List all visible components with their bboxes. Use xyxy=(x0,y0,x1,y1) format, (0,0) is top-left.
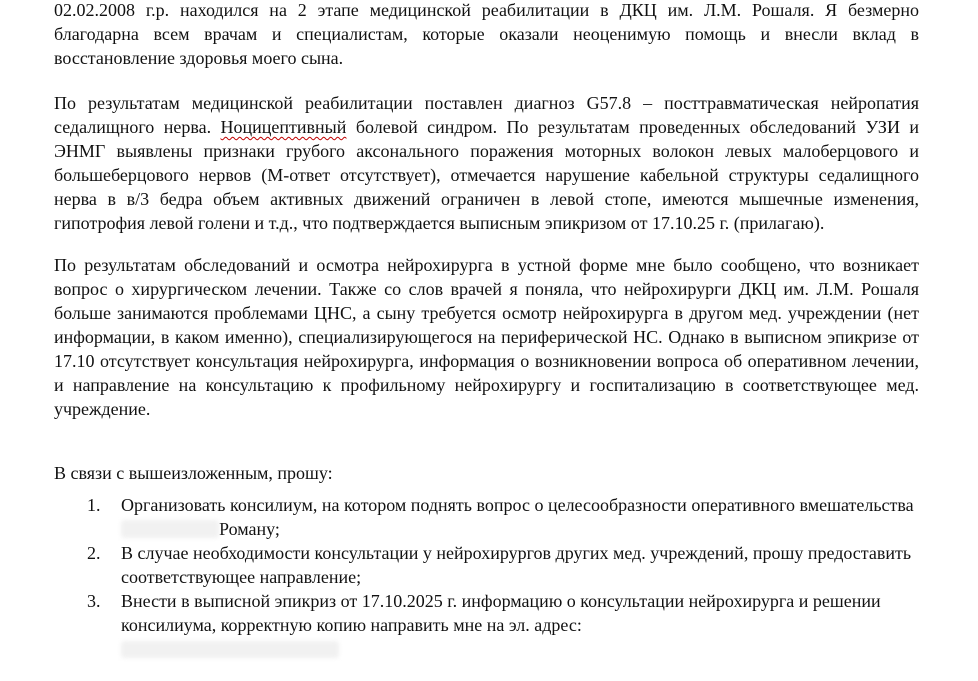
request-text: Организовать консилиум, на котором поднять вопрос о целесообразности оперативного вмешательства xyxy=(121,495,914,515)
list-number: 1. xyxy=(87,495,101,515)
misspelled-word: Ноцицептивный xyxy=(220,117,347,137)
request-text: В случае необходимости консультации у нейрохирургов других мед. учреждений, прошу предоставить соответствующее направление; xyxy=(121,543,912,587)
paragraph-neurosurgeon: По результатам обследований и осмотра нейрохирурга в устной форме мне было сообщено, что возникает вопрос о хирургическом лечении. Также со слов врачей я поняла, что нейрохирурги ДКЦ им. Л.М. Рошаля больше занимаются проблемами ЦНС, а сыну требуется осмотр нейрохирурга в другом мед. учреждении (нет информации, в каком именно), специализирующегося на периферической НС. Однако в выписном эпикризе от 17.10 отсутствует консультация нейрохирурга, информация о возникновении вопроса об оперативном лечении, и направление на консультацию к профильному нейрохирургу и госпитализацию в соответствующее мед. учреждение. xyxy=(54,255,919,419)
list-number: 2. xyxy=(87,543,101,563)
request-text: Внести в выписной эпикриз от 17.10.2025 г. информацию о консультации нейрохирурга и решении консилиума, корректную копию направить мне на эл. адрес: xyxy=(121,591,881,635)
list-item xyxy=(54,541,919,589)
redacted-name xyxy=(121,520,219,538)
diagnosis-text-part2: болевой синдром. По результатам проведенных обследований УЗИ и ЭНМГ выявлены признаки грубого аксонального поражения моторных волокон левых малоберцового и большеберцового нервов (М-ответ отсутствует), отмечается нарушение кабельной структуры седалищного нерва в в/3 бедра объем активных движений ограничен в левой стопе, имеются мышечные изменения, гипотрофия левой голени и т.д., что подтверждается выписным эпикризом от 17.10.25 г. (прилагаю). xyxy=(54,117,919,233)
request-list xyxy=(54,493,919,661)
paragraph-intro: 02.02.2008 г.р. находился на 2 этапе медицинской реабилитации в ДКЦ им. Л.М. Рошаля. Я безмерно благодарна всем врачам и специалистам, которые оказали неоценимую помощь и внесли вклад в восстановление здоровья моего сына. xyxy=(54,0,919,68)
diagnosis-text-part1: По результатам медицинской реабилитации поставлен диагноз G57.8 – посттравматическая нейропатия седалищного нерва. xyxy=(54,93,919,137)
paragraph-diagnosis xyxy=(54,91,919,235)
list-item xyxy=(54,493,919,541)
request-intro: В связи с вышеизложенным, прошу: xyxy=(54,463,333,483)
list-number: 3. xyxy=(87,591,101,611)
request-text-end: Роману; xyxy=(219,519,280,539)
redacted-email xyxy=(121,641,339,658)
list-item xyxy=(54,589,919,661)
